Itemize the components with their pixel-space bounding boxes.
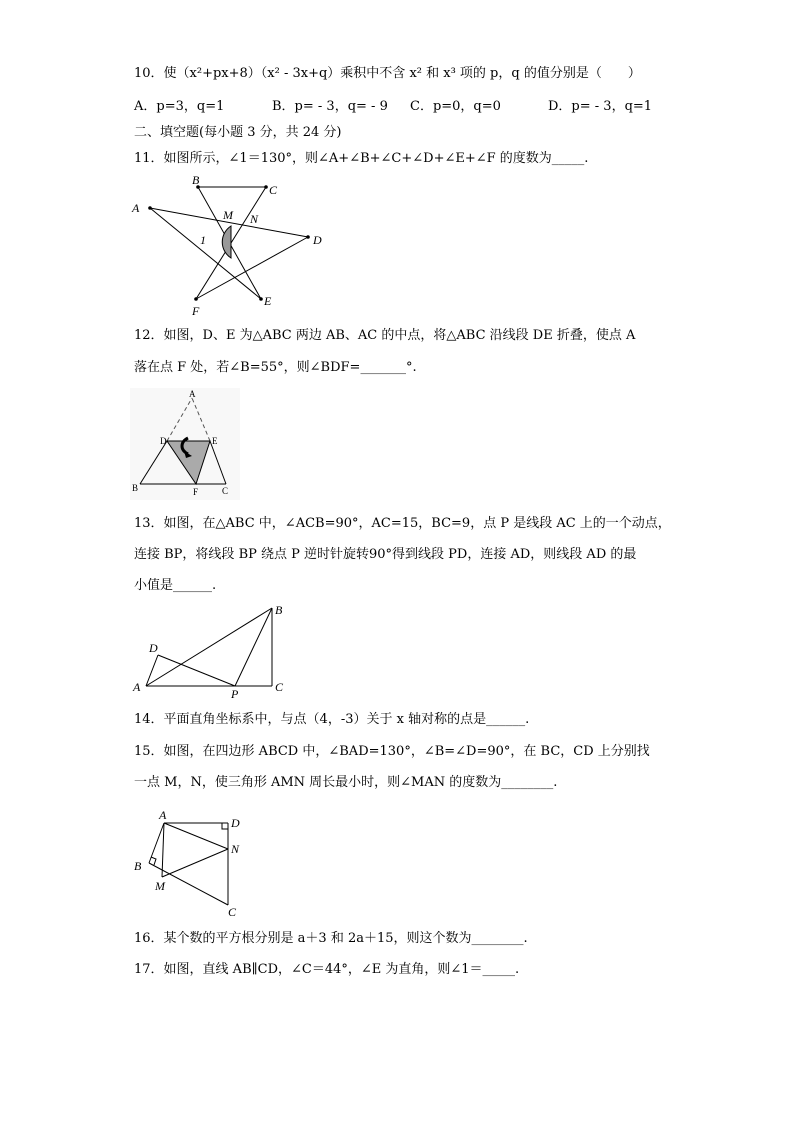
q11-figure <box>128 170 338 320</box>
q15-label-n: N <box>231 842 240 856</box>
q11-label-1: 1 <box>200 233 206 247</box>
q12-line2: 落在点 F 处，若∠B=55°，则∠BDF=_______°. <box>134 360 417 375</box>
q10-option-b: B．p= - 3，q= - 9 <box>272 99 388 114</box>
q11-label-b: B <box>192 173 200 187</box>
q13-label-a: A <box>133 680 141 694</box>
q15-figure <box>130 805 250 920</box>
q10-option-a: A．p=3，q=1 <box>134 99 225 114</box>
q15-label-m: M <box>155 879 165 893</box>
q13-label-c: C <box>275 680 284 694</box>
q10-option-d: D．p= - 3，q=1 <box>548 99 653 114</box>
q15-label-a: A <box>159 808 167 822</box>
q11-label-m: M <box>223 208 233 222</box>
q11-label-f: F <box>192 304 200 318</box>
q13-line3: 小值是______. <box>134 578 217 593</box>
q15-label-c: C <box>228 905 237 919</box>
q13-label-d: D <box>149 641 158 655</box>
q15-label-d: D <box>231 816 240 830</box>
q15-line2: 一点 M，N，使三角形 AMN 周长最小时，则∠MAN 的度数为________. <box>134 775 558 790</box>
section-title: 二、填空题(每小题 3 分，共 24 分) <box>134 125 342 140</box>
q13-label-p: P <box>231 687 239 700</box>
q15-line1: 15．如图，在四边形 ABCD 中，∠BAD=130°，∠B=∠D=90°，在 BC，CD 上分别找 <box>134 744 650 759</box>
q12-label-f: F <box>193 487 199 497</box>
q12-label-a: A <box>189 389 196 399</box>
q11-label-n: N <box>250 212 259 226</box>
q12-label-e: E <box>212 436 218 446</box>
q14-stem: 14．平面直角坐标系中，与点（4，-3）关于 x 轴对称的点是______. <box>134 712 530 727</box>
q11-stem: 11．如图所示，∠1＝130°，则∠A+∠B+∠C+∠D+∠E+∠F 的度数为_____. <box>134 151 589 166</box>
q11-label-d: D <box>313 233 322 247</box>
q12-label-c: C <box>222 486 229 496</box>
q10-stem: 10．使（x²+px+8）（x² - 3x+q）乘积中不含 x² 和 x³ 项的 p，q 的值分别是（ ） <box>134 66 641 81</box>
q13-line2: 连接 BP，将线段 BP 绕点 P 逆时针旋转90°得到线段 PD，连接 AD，则线段 AD 的最 <box>134 547 637 562</box>
q13-line1: 13．如图，在△ABC 中，∠ACB=90°，AC=15，BC=9，点 P 是线段 AC 上的一个动点， <box>134 516 671 531</box>
q16-stem: 16．某个数的平方根分别是 a＋3 和 2a＋15，则这个数为________. <box>134 931 528 946</box>
q12-line1: 12．如图，D、E 为△ABC 两边 AB、AC 的中点，将△ABC 沿线段 DE 折叠，使点 A <box>134 328 636 343</box>
q12-figure <box>130 388 240 500</box>
q15-label-b: B <box>134 859 142 873</box>
q13-label-b: B <box>275 603 283 617</box>
q13-figure <box>130 600 290 700</box>
q11-label-a: A <box>132 201 140 215</box>
q17-stem: 17．如图，直线 AB∥CD，∠C＝44°，∠E 为直角，则∠1＝_____. <box>134 962 520 977</box>
q11-label-c: C <box>269 183 278 197</box>
q12-label-d: D <box>160 436 167 446</box>
q11-label-e: E <box>264 294 272 308</box>
q12-label-b: B <box>132 483 139 493</box>
q10-option-c: C．p=0，q=0 <box>410 99 501 114</box>
